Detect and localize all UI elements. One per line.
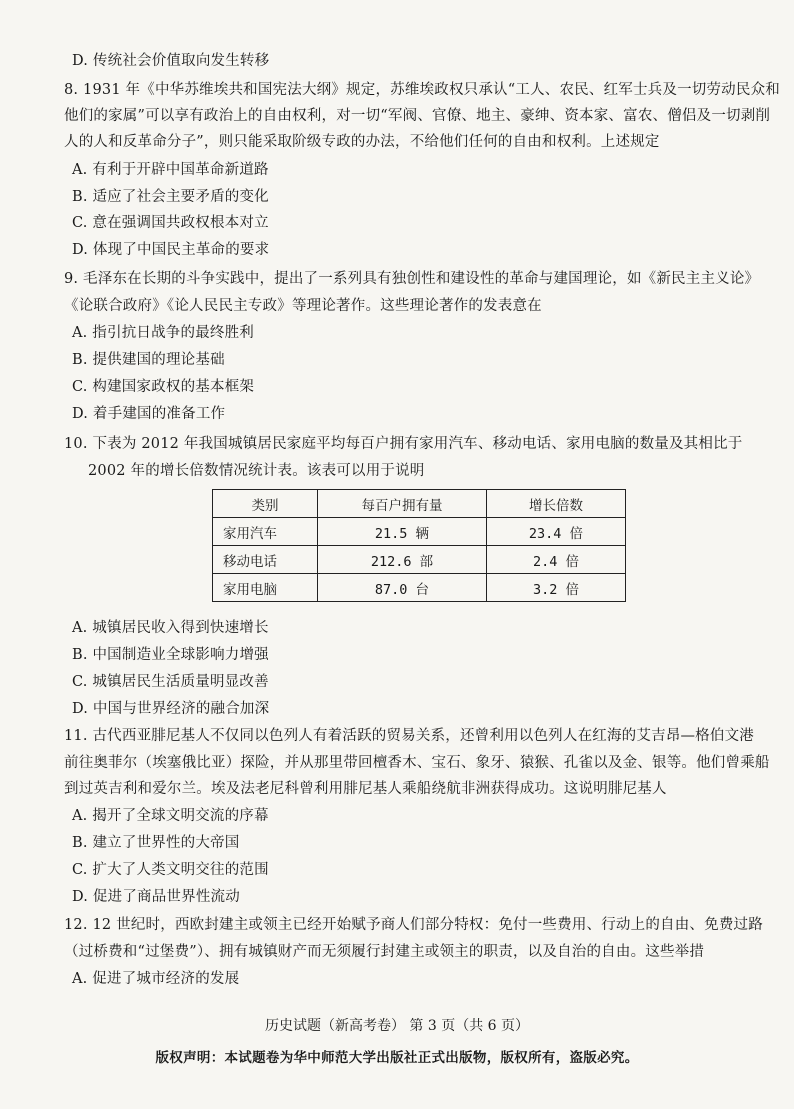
q11-option-c: C. 扩大了人类文明交往的范围: [72, 862, 269, 878]
q9-stem-line-1: 9. 毛泽东在长期的斗争实践中，提出了一系列具有独创性和建设性的革命与建国理论，如《新民主主义论》: [64, 271, 760, 287]
q9-option-b: B. 提供建国的理论基础: [72, 352, 225, 368]
table-header-count: 每百户拥有量: [318, 490, 487, 518]
q12-option-a: A. 促进了城市经济的发展: [72, 971, 240, 987]
table-cell: 家用汽车: [213, 518, 318, 546]
table-cell: 212.6 部: [318, 546, 487, 574]
q7-option-d: D. 传统社会价值取向发生转移: [72, 53, 270, 69]
table-row: [213, 518, 626, 546]
q12-stem-line-1: 12. 12 世纪时，西欧封建主或领主已经开始赋予商人们部分特权：免付一些费用、行动上的自由、免费过路: [64, 917, 763, 933]
table-row: [213, 574, 626, 602]
q10-stem-line-1: 10. 下表为 2012 年我国城镇居民家庭平均每百户拥有家用汽车、移动电话、家用电脑的数量及其相比于: [64, 436, 743, 452]
q9-option-a: A. 指引抗日战争的最终胜利: [72, 325, 254, 341]
table-cell: 移动电话: [213, 546, 318, 574]
q10-stem-line-2: 2002 年的增长倍数情况统计表。该表可以用于说明: [88, 463, 425, 479]
table-cell: 3.2 倍: [487, 574, 626, 602]
q10-option-d: D. 中国与世界经济的融合加深: [72, 701, 270, 717]
q10-option-b: B. 中国制造业全球影响力增强: [72, 647, 269, 663]
q11-option-a: A. 揭开了全球文明交流的序幕: [72, 808, 269, 824]
table-header-growth: 增长倍数: [487, 490, 626, 518]
table-cell: 2.4 倍: [487, 546, 626, 574]
q11-stem-line-2: 前往奥菲尔（埃塞俄比亚）探险，并从那里带回檀香木、宝石、象牙、猿猴、孔雀以及金、银等。他们曾乘船: [64, 755, 770, 771]
q11-option-b: B. 建立了世界性的大帝国: [72, 835, 240, 851]
table-cell: 21.5 辆: [318, 518, 487, 546]
q8-stem-line-1: 8. 1931 年《中华苏维埃共和国宪法大纲》规定，苏维埃政权只承认“工人、农民、红军士兵及一切劳动民众和: [64, 82, 780, 98]
q8-option-d: D. 体现了中国民主革命的要求: [72, 242, 270, 258]
page-footer: 历史试题（新高考卷） 第 3 页（共 6 页）: [264, 1018, 530, 1034]
copyright-notice: 版权声明：本试题卷为华中师范大学出版社正式出版物，版权所有，盗版必究。: [155, 1050, 639, 1066]
q11-stem-line-1: 11. 古代西亚腓尼基人不仅同以色列人有着活跃的贸易关系，还曾利用以色列人在红海的艾吉昂—格伯文港: [64, 728, 754, 744]
table-header-row: [213, 490, 626, 518]
q8-option-b: B. 适应了社会主要矛盾的变化: [72, 189, 269, 205]
table-cell: 家用电脑: [213, 574, 318, 602]
q9-option-c: C. 构建国家政权的基本框架: [72, 379, 255, 395]
q8-option-c: C. 意在强调国共政权根本对立: [72, 215, 269, 231]
table-header-category: 类别: [213, 490, 318, 518]
q9-stem-line-2: 《论联合政府》《论人民民主专政》等理论著作。这些理论著作的发表意在: [64, 298, 542, 314]
q8-option-a: A. 有利于开辟中国革命新道路: [72, 162, 269, 178]
q8-stem-line-3: 人的人和反革命分子”，则只能采取阶级专政的办法，不给他们任何的自由和权利。上述规定: [64, 134, 660, 150]
q12-stem-line-2: （过桥费和“过堡费”）、拥有城镇财产而无须履行封建主或领主的职责，以及自治的自由。这些举措: [64, 944, 705, 960]
table-cell: 23.4 倍: [487, 518, 626, 546]
q11-option-d: D. 促进了商品世界性流动: [72, 889, 240, 905]
q10-option-c: C. 城镇居民生活质量明显改善: [72, 674, 269, 690]
q11-stem-line-3: 到过英吉利和爱尔兰。埃及法老尼科曾利用腓尼基人乘船绕航非洲获得成功。这说明腓尼基人: [64, 781, 667, 797]
q8-stem-line-2: 他们的家属”可以享有政治上的自由权利，对一切“军阀、官僚、地主、豪绅、资本家、富农、僧侣及一切剥削: [64, 108, 771, 124]
table-cell: 87.0 台: [318, 574, 487, 602]
statistics-table: [212, 489, 626, 602]
q9-option-d: D. 着手建国的准备工作: [72, 406, 226, 422]
table-row: [213, 546, 626, 574]
q10-option-a: A. 城镇居民收入得到快速增长: [72, 620, 269, 636]
